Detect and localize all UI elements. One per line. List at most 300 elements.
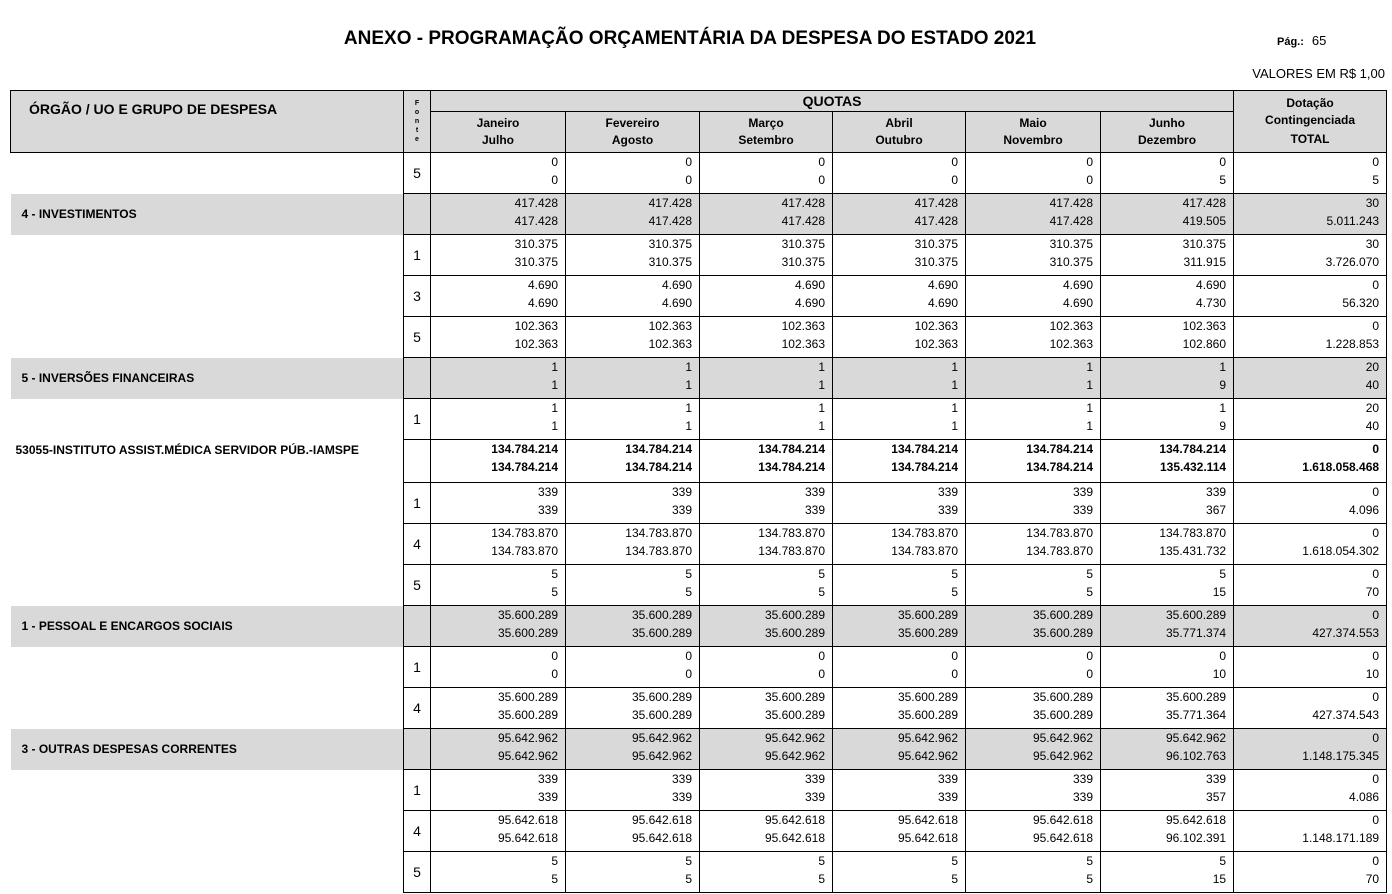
value-second-half: 4.096	[1349, 503, 1380, 517]
value-first-half: 417.428	[514, 196, 558, 210]
value-second-half: 35.600.289	[631, 626, 692, 640]
table-row	[11, 811, 1387, 852]
value-second-half: 417.428	[914, 214, 958, 228]
value-second-half: 419.505	[1182, 214, 1227, 228]
quota-cell	[966, 606, 1101, 647]
fonte-header	[404, 91, 431, 153]
value-second-half: 40	[1365, 419, 1380, 433]
value-first-half: 134.784.214	[1159, 442, 1227, 456]
value-second-half: 95.642.618	[1032, 831, 1093, 845]
value-first-half: 310.375	[1182, 237, 1227, 251]
value-first-half: 0	[1372, 442, 1380, 456]
value-first-half: 0	[951, 649, 958, 663]
quota-cell	[566, 770, 700, 811]
quota-cell	[1101, 770, 1234, 811]
quota-cell	[431, 194, 566, 235]
value-second-half: 96.102.391	[1165, 831, 1227, 845]
dotacao-cell	[1234, 688, 1387, 729]
fonte-cell	[404, 606, 431, 647]
dotacao-cell	[1234, 483, 1387, 524]
value-second-half: 102.363	[648, 337, 692, 351]
value-second-half: 5	[685, 585, 692, 599]
dotacao-cell	[1234, 811, 1387, 852]
dotacao-cell	[1234, 565, 1387, 606]
value-second-half: 4.086	[1349, 790, 1380, 804]
value-first-half: 339	[804, 772, 825, 786]
value-first-half: 4.690	[794, 278, 825, 292]
quota-cell	[700, 647, 833, 688]
quota-cell	[700, 276, 833, 317]
quota-cell	[431, 852, 566, 893]
quota-cell	[566, 440, 700, 483]
value-first-half: 134.784.214	[891, 442, 958, 456]
value-first-half: 5	[1086, 854, 1093, 868]
value-second-half: 35.600.289	[764, 626, 825, 640]
quota-cell	[566, 235, 700, 276]
fonte-cell	[404, 729, 431, 770]
value-second-half: 40	[1365, 378, 1380, 392]
quota-cell	[833, 852, 966, 893]
table-body	[11, 153, 1387, 893]
fonte-cell: 1	[404, 483, 431, 524]
fonte-cell	[404, 194, 431, 235]
fonte-cell: 1	[404, 235, 431, 276]
value-first-half: 102.363	[648, 319, 692, 333]
value-first-half: 417.428	[781, 196, 825, 210]
quota-cell	[700, 606, 833, 647]
value-first-half: 1	[551, 360, 558, 374]
value-first-half: 4.690	[1062, 278, 1093, 292]
month-name: Novembro	[1003, 133, 1063, 147]
value-second-half: 135.432.114	[1159, 460, 1227, 474]
quota-cell	[431, 688, 566, 729]
value-first-half: 30	[1365, 237, 1380, 251]
value-first-half: 0	[685, 649, 692, 663]
value-first-half: 4.690	[527, 278, 558, 292]
value-second-half: 134.784.214	[625, 460, 692, 474]
quota-cell	[566, 688, 700, 729]
budget-table	[10, 90, 1387, 893]
value-first-half: 5	[551, 854, 558, 868]
value-second-half: 1	[951, 419, 958, 433]
value-second-half: 5	[818, 872, 825, 886]
value-second-half: 35.771.374	[1165, 626, 1227, 640]
value-first-half: 134.783.870	[891, 526, 958, 540]
value-second-half: 339	[937, 790, 958, 804]
dotacao-cell	[1234, 317, 1387, 358]
value-first-half: 0	[1372, 567, 1380, 581]
value-first-half: 0	[1086, 649, 1093, 663]
month-name: Abril	[885, 116, 913, 130]
value-first-half: 0	[1086, 155, 1093, 169]
quota-cell	[566, 606, 700, 647]
quota-cell	[966, 647, 1101, 688]
quota-cell	[1101, 811, 1234, 852]
value-first-half: 5	[685, 567, 692, 581]
orgao-header: ÓRGÃO / UO E GRUPO DE DESPESA	[11, 91, 404, 153]
quota-cell	[431, 606, 566, 647]
quota-cell	[833, 440, 966, 483]
quota-cell	[700, 729, 833, 770]
value-first-half: 35.600.289	[497, 608, 558, 622]
quota-cell	[1101, 235, 1234, 276]
value-first-half: 0	[551, 649, 558, 663]
value-first-half: 35.600.289	[497, 690, 558, 704]
quota-cell	[1101, 647, 1234, 688]
quota-cell	[1101, 358, 1234, 399]
value-first-half: 95.642.962	[1165, 731, 1227, 745]
value-first-half: 310.375	[781, 237, 825, 251]
row-label: 5 - INVERSÕES FINANCEIRAS	[11, 358, 404, 399]
table-row	[11, 688, 1387, 729]
month-header	[700, 112, 833, 153]
dotacao-cell	[1234, 606, 1387, 647]
value-first-half: 5	[951, 854, 958, 868]
month-header	[1101, 112, 1234, 153]
dotacao-cell	[1234, 153, 1387, 194]
dotacao-cell	[1234, 358, 1387, 399]
value-second-half: 134.783.870	[1026, 544, 1093, 558]
table-row	[11, 606, 1387, 647]
month-name: Julho	[482, 133, 514, 147]
quota-cell	[966, 317, 1101, 358]
fonte-cell: 3	[404, 276, 431, 317]
value-second-half: 95.642.618	[631, 831, 692, 845]
value-first-half: 1	[951, 360, 958, 374]
value-second-half: 95.642.962	[764, 749, 825, 763]
value-second-half: 95.642.618	[497, 831, 558, 845]
value-second-half: 357	[1206, 790, 1227, 804]
value-first-half: 35.600.289	[631, 690, 692, 704]
value-first-half: 35.600.289	[1165, 608, 1227, 622]
value-first-half: 1	[1086, 360, 1093, 374]
quota-cell	[431, 235, 566, 276]
row-label-empty	[11, 770, 404, 811]
value-second-half: 96.102.763	[1165, 749, 1227, 763]
value-second-half: 9	[1219, 419, 1227, 433]
value-second-half: 310.375	[514, 255, 558, 269]
value-second-half: 5	[818, 585, 825, 599]
value-second-half: 417.428	[648, 214, 692, 228]
dotacao-cell	[1234, 524, 1387, 565]
value-second-half: 310.375	[648, 255, 692, 269]
row-label-empty	[11, 524, 404, 565]
value-second-half: 3.726.070	[1325, 255, 1380, 269]
page-value: 65	[1311, 33, 1327, 48]
quota-cell	[431, 524, 566, 565]
table-row	[11, 153, 1387, 194]
value-second-half: 0	[1086, 667, 1093, 681]
value-second-half: 311.915	[1183, 255, 1227, 269]
value-first-half: 134.784.214	[491, 442, 558, 456]
value-first-half: 134.783.870	[491, 526, 558, 540]
value-second-half: 0	[685, 173, 692, 187]
quota-cell	[1101, 399, 1234, 440]
fonte-cell: 4	[404, 811, 431, 852]
value-first-half: 35.600.289	[1032, 608, 1093, 622]
quota-cell	[833, 811, 966, 852]
value-first-half: 339	[537, 485, 558, 499]
quota-cell	[700, 235, 833, 276]
fonte-cell: 5	[404, 153, 431, 194]
value-second-half: 1	[551, 378, 558, 392]
month-header	[966, 112, 1101, 153]
value-second-half: 1	[951, 378, 958, 392]
row-label-empty	[11, 483, 404, 524]
quota-cell	[431, 811, 566, 852]
table-row	[11, 524, 1387, 565]
value-first-half: 35.600.289	[764, 690, 825, 704]
value-second-half: 339	[1072, 503, 1093, 517]
quota-cell	[566, 358, 700, 399]
value-first-half: 0	[1219, 649, 1227, 663]
quota-cell	[566, 399, 700, 440]
month-header	[431, 112, 566, 153]
quotas-header: QUOTAS	[431, 91, 1234, 112]
quota-cell	[966, 811, 1101, 852]
value-first-half: 1	[951, 401, 958, 415]
value-first-half: 0	[1372, 649, 1380, 663]
value-first-half: 30	[1365, 196, 1380, 210]
table-row	[11, 729, 1387, 770]
value-second-half: 4.690	[794, 296, 825, 310]
quota-cell	[700, 399, 833, 440]
value-first-half: 134.784.214	[625, 442, 692, 456]
quota-cell	[833, 194, 966, 235]
value-first-half: 339	[1072, 485, 1093, 499]
value-second-half: 5	[551, 585, 558, 599]
dotacao-line: TOTAL	[1290, 132, 1330, 146]
value-first-half: 95.642.618	[1032, 813, 1093, 827]
value-second-half: 0	[818, 173, 825, 187]
row-label: 4 - INVESTIMENTOS	[11, 194, 404, 235]
value-second-half: 134.783.870	[491, 544, 558, 558]
table-row	[11, 194, 1387, 235]
value-second-half: 5	[951, 872, 958, 886]
row-label-empty	[11, 399, 404, 440]
value-second-half: 339	[937, 503, 958, 517]
quota-cell	[833, 276, 966, 317]
month-name: Fevereiro	[605, 116, 660, 130]
value-second-half: 417.428	[1049, 214, 1093, 228]
value-first-half: 0	[1372, 854, 1380, 868]
fonte-cell: 4	[404, 524, 431, 565]
value-second-half: 339	[804, 503, 825, 517]
quota-cell	[833, 483, 966, 524]
quota-cell	[1101, 729, 1234, 770]
value-first-half: 310.375	[514, 237, 558, 251]
value-first-half: 35.600.289	[897, 608, 958, 622]
dotacao-line: Dotação	[1286, 96, 1334, 110]
quota-cell	[566, 153, 700, 194]
quota-cell	[566, 565, 700, 606]
quota-cell	[966, 194, 1101, 235]
dotacao-cell	[1234, 194, 1387, 235]
value-first-half: 5	[1219, 567, 1227, 581]
value-second-half: 427.374.543	[1312, 708, 1380, 722]
fonte-header-letter: t	[415, 127, 419, 134]
value-second-half: 134.784.214	[1026, 460, 1093, 474]
quota-cell	[431, 440, 566, 483]
quota-cell	[1101, 194, 1234, 235]
value-second-half: 1.228.853	[1325, 337, 1380, 351]
value-first-half: 339	[537, 772, 558, 786]
value-second-half: 10	[1212, 667, 1227, 681]
quota-cell	[431, 317, 566, 358]
dotacao-cell	[1234, 770, 1387, 811]
quota-cell	[431, 399, 566, 440]
quota-cell	[431, 153, 566, 194]
value-first-half: 5	[1219, 854, 1227, 868]
value-second-half: 15	[1212, 585, 1227, 599]
row-label-empty	[11, 688, 404, 729]
value-first-half: 0	[1372, 731, 1380, 745]
value-second-half: 35.600.289	[631, 708, 692, 722]
table-row	[11, 852, 1387, 893]
value-first-half: 339	[937, 485, 958, 499]
value-first-half: 339	[671, 772, 692, 786]
value-second-half: 4.730	[1196, 296, 1227, 310]
month-name: Março	[748, 116, 784, 130]
value-second-half: 95.642.962	[1032, 749, 1093, 763]
value-second-half: 102.860	[1182, 337, 1227, 351]
quota-cell	[833, 317, 966, 358]
value-first-half: 417.428	[648, 196, 692, 210]
value-second-half: 339	[537, 790, 558, 804]
value-second-half: 35.600.289	[497, 626, 558, 640]
quota-cell	[833, 729, 966, 770]
value-first-half: 1	[818, 401, 825, 415]
quota-cell	[700, 811, 833, 852]
value-first-half: 5	[551, 567, 558, 581]
value-second-half: 4.690	[661, 296, 692, 310]
fonte-cell: 5	[404, 852, 431, 893]
page-label: Pág.:	[1277, 36, 1304, 48]
value-second-half: 15	[1212, 872, 1227, 886]
fonte-cell	[404, 440, 431, 483]
value-second-half: 135.431.732	[1159, 544, 1227, 558]
quota-cell	[1101, 565, 1234, 606]
fonte-cell: 4	[404, 688, 431, 729]
quota-cell	[431, 276, 566, 317]
value-first-half: 4.690	[661, 278, 692, 292]
fonte-cell: 1	[404, 399, 431, 440]
table-row	[11, 565, 1387, 606]
quota-cell	[833, 358, 966, 399]
value-second-half: 0	[685, 667, 692, 681]
value-second-half: 35.771.364	[1165, 708, 1227, 722]
value-first-half: 339	[671, 485, 692, 499]
value-second-half: 0	[551, 173, 558, 187]
value-second-half: 5	[1086, 585, 1093, 599]
quota-cell	[833, 399, 966, 440]
row-label-empty	[11, 235, 404, 276]
quota-cell	[1101, 524, 1234, 565]
value-second-half: 5	[1372, 173, 1380, 187]
value-second-half: 35.600.289	[1032, 626, 1093, 640]
quota-cell	[966, 565, 1101, 606]
quota-cell	[1101, 440, 1234, 483]
quota-cell	[1101, 483, 1234, 524]
table-row	[11, 235, 1387, 276]
value-second-half: 35.600.289	[897, 626, 958, 640]
dotacao-cell	[1234, 729, 1387, 770]
value-first-half: 310.375	[914, 237, 958, 251]
quota-cell	[966, 358, 1101, 399]
value-second-half: 0	[1086, 173, 1093, 187]
row-label: 3 - OUTRAS DESPESAS CORRENTES	[11, 729, 404, 770]
quota-cell	[700, 565, 833, 606]
value-first-half: 20	[1365, 360, 1380, 374]
quota-cell	[700, 524, 833, 565]
value-first-half: 102.363	[1049, 319, 1093, 333]
value-second-half: 4.690	[1062, 296, 1093, 310]
value-second-half: 339	[1072, 790, 1093, 804]
value-first-half: 134.784.214	[1026, 442, 1093, 456]
value-first-half: 134.783.870	[1026, 526, 1093, 540]
value-first-half: 35.600.289	[631, 608, 692, 622]
quota-cell	[431, 565, 566, 606]
value-second-half: 339	[671, 503, 692, 517]
quota-cell	[966, 483, 1101, 524]
value-second-half: 134.783.870	[891, 544, 958, 558]
value-first-half: 20	[1365, 401, 1380, 415]
value-first-half: 0	[1372, 155, 1380, 169]
quota-cell	[833, 770, 966, 811]
quota-cell	[431, 483, 566, 524]
quota-cell	[966, 235, 1101, 276]
value-first-half: 5	[951, 567, 958, 581]
month-header	[566, 112, 700, 153]
value-second-half: 0	[951, 667, 958, 681]
value-first-half: 5	[1086, 567, 1093, 581]
quota-cell	[431, 770, 566, 811]
fonte-cell: 1	[404, 647, 431, 688]
value-first-half: 95.642.962	[1032, 731, 1093, 745]
quota-cell	[700, 770, 833, 811]
quota-cell	[1101, 317, 1234, 358]
month-name: Outubro	[875, 133, 923, 147]
value-second-half: 134.784.214	[891, 460, 958, 474]
dotacao-header	[1234, 91, 1387, 153]
value-first-half: 102.363	[781, 319, 825, 333]
quota-cell	[1101, 276, 1234, 317]
value-first-half: 95.642.962	[631, 731, 692, 745]
value-first-half: 4.690	[1196, 278, 1227, 292]
page-title: ANEXO - PROGRAMAÇÃO ORÇAMENTÁRIA DA DESPESA DO ESTADO 2021	[343, 28, 1037, 49]
value-first-half: 95.642.962	[897, 731, 958, 745]
value-first-half: 339	[1206, 772, 1227, 786]
value-first-half: 417.428	[914, 196, 958, 210]
value-second-half: 1.148.175.345	[1302, 749, 1380, 763]
month-name: Dezembro	[1138, 133, 1197, 147]
value-second-half: 5	[1086, 872, 1093, 886]
quota-cell	[833, 524, 966, 565]
value-second-half: 5.011.243	[1326, 214, 1380, 228]
value-first-half: 1	[685, 360, 692, 374]
value-first-half: 95.642.618	[1165, 813, 1227, 827]
value-second-half: 417.428	[514, 214, 558, 228]
value-first-half: 0	[818, 155, 825, 169]
quota-cell	[566, 729, 700, 770]
month-name: Junho	[1149, 116, 1186, 130]
row-label-empty	[11, 647, 404, 688]
value-first-half: 95.642.618	[897, 813, 958, 827]
value-second-half: 102.363	[781, 337, 825, 351]
value-first-half: 1	[1086, 401, 1093, 415]
value-first-half: 1	[1219, 401, 1227, 415]
fonte-cell: 1	[404, 770, 431, 811]
